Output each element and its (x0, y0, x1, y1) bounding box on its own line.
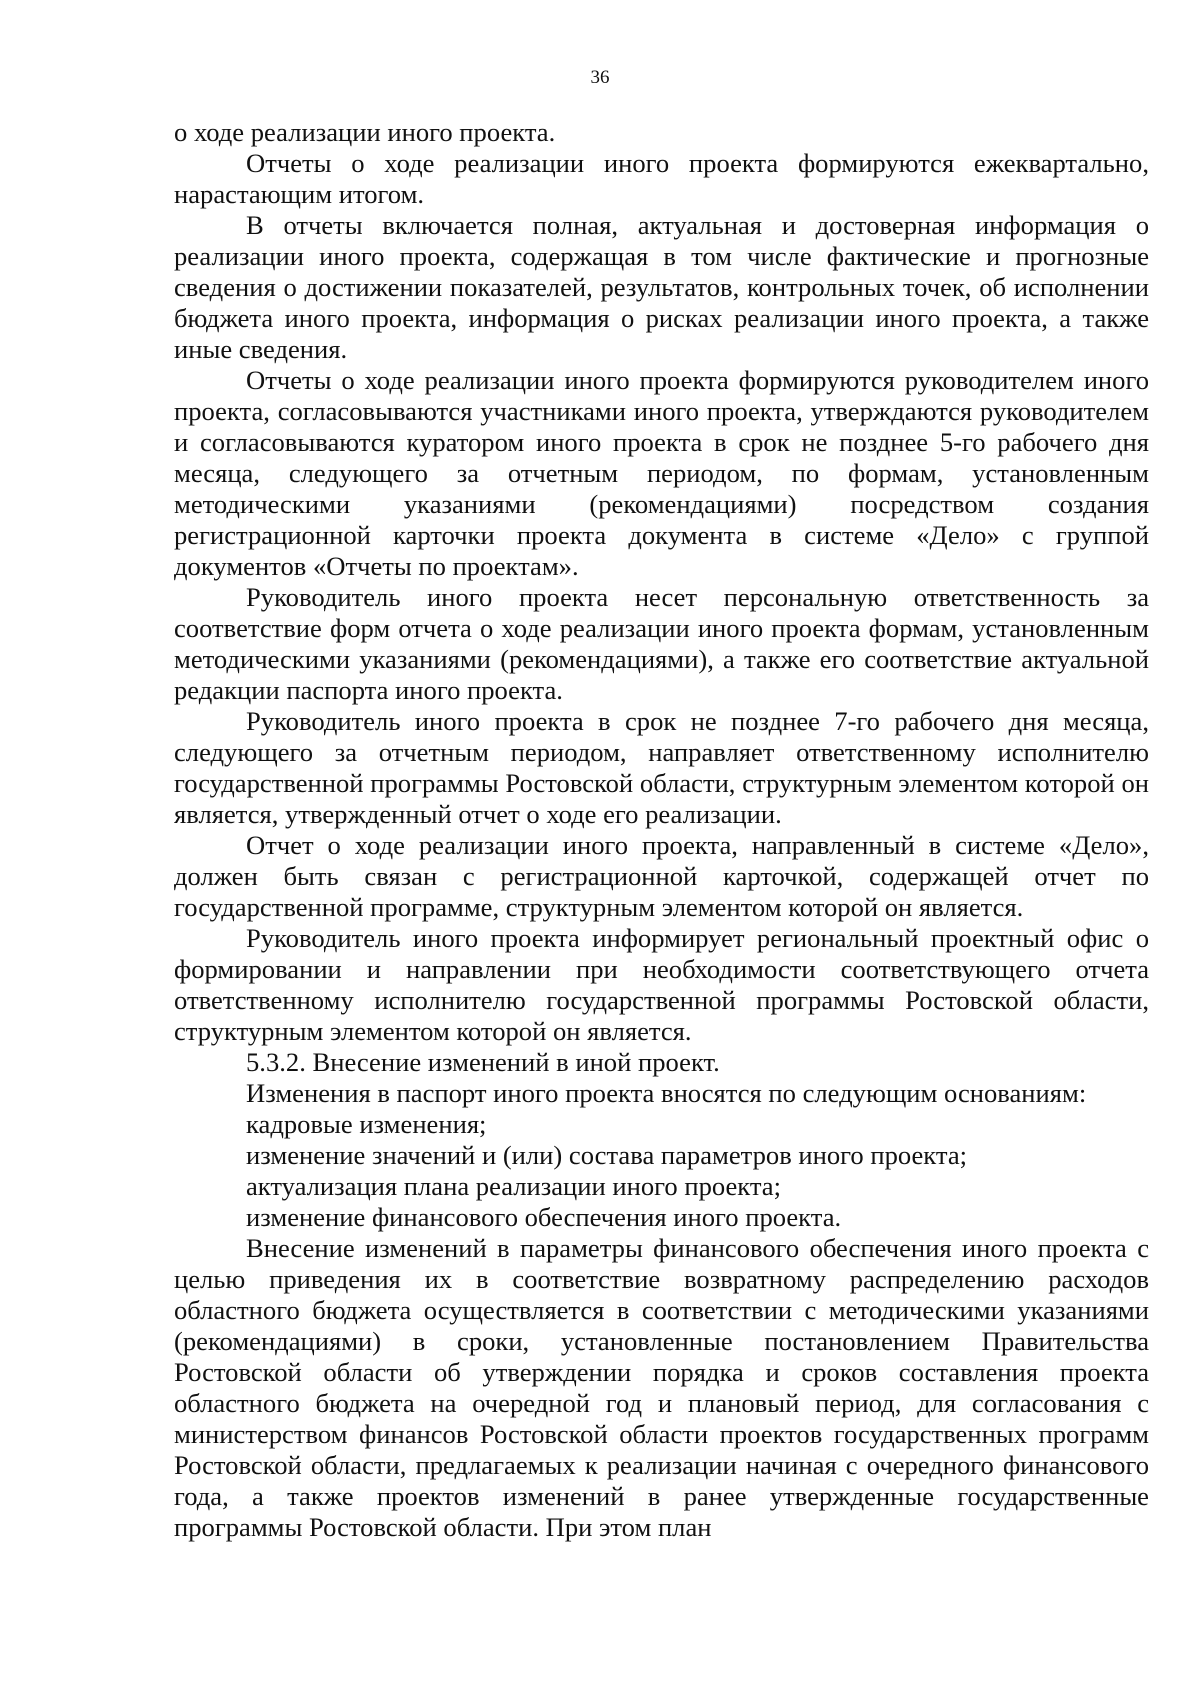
paragraph: Внесение изменений в параметры финансового обеспечения иного проекта с целью приведения их в соответствие возвратному распределению расходов областного бюджета осуществляется в соответствии с методическими указаниями (рекомендациями) в сроки, установленные постановлением Правительства Ростовской области об утверждении порядка и сроков составления проекта областного бюджета на очередной год и плановый период, для согласования с министерством финансов Ростовской области проектов государственных программ Ростовской области, предлагаемых к реализации начиная с очередного финансового года, а также проектов изменений в ранее утвержденные государственные программы Ростовской области. При этом план (174, 1233, 1149, 1542)
paragraph: Руководитель иного проекта несет персональную ответственность за соответствие форм отчета о ходе реализации иного проекта формам, установленным методическими указаниями (рекомендациями), а также его соответствие актуальной редакции паспорта иного проекта. (174, 582, 1149, 705)
paragraph: Отчеты о ходе реализации иного проекта формируются ежеквартально, нарастающим итогом. (174, 148, 1149, 209)
list-item: изменение финансового обеспечения иного проекта. (246, 1202, 842, 1232)
list-item: изменение значений и (или) состава параметров иного проекта; (246, 1140, 968, 1170)
body-text (174, 117, 1149, 1543)
section-heading: 5.3.2. Внесение изменений в иной проект. (246, 1047, 720, 1077)
paragraph: Отчеты о ходе реализации иного проекта формируются руководителем иного проекта, согласовываются участниками иного проекта, утверждаются руководителем и согласовываются куратором иного проекта в срок не позднее 5-го рабочего дня месяца, следующего за отчетным периодом, по формам, установленным методическими указаниями (рекомендациями) посредством создания регистрационной карточки проекта документа в системе «Дело» с группой документов «Отчеты по проектам». (174, 365, 1149, 581)
paragraph: Руководитель иного проекта информирует региональный проектный офис о формировании и направлении при необходимости соответствующего отчета ответственному исполнителю государственной программы Ростовской области, структурным элементом которой он является. (174, 923, 1149, 1046)
paragraph: Руководитель иного проекта в срок не позднее 7-го рабочего дня месяца, следующего за отчетным периодом, направляет ответственному исполнителю государственной программы Ростовской области, структурным элементом которой он является, утвержденный отчет о ходе его реализации. (174, 706, 1149, 829)
page-number: 36 (590, 67, 610, 88)
paragraph: В отчеты включается полная, актуальная и достоверная информация о реализации иного проекта, содержащая в том числе фактические и прогнозные сведения о достижении показателей, результатов, контрольных точек, об исполнении бюджета иного проекта, информация о рисках реализации иного проекта, а также иные сведения. (174, 210, 1149, 364)
list-intro: Изменения в паспорт иного проекта вносятся по следующим основаниям: (246, 1078, 1087, 1108)
paragraph-continuation: о ходе реализации иного проекта. (174, 117, 556, 147)
list-item: актуализация плана реализации иного проекта; (246, 1171, 782, 1201)
list-item: кадровые изменения; (246, 1109, 487, 1139)
paragraph: Отчет о ходе реализации иного проекта, направленный в системе «Дело», должен быть связан с регистрационной карточкой, содержащей отчет по государственной программе, структурным элементом которой он является. (174, 830, 1149, 922)
